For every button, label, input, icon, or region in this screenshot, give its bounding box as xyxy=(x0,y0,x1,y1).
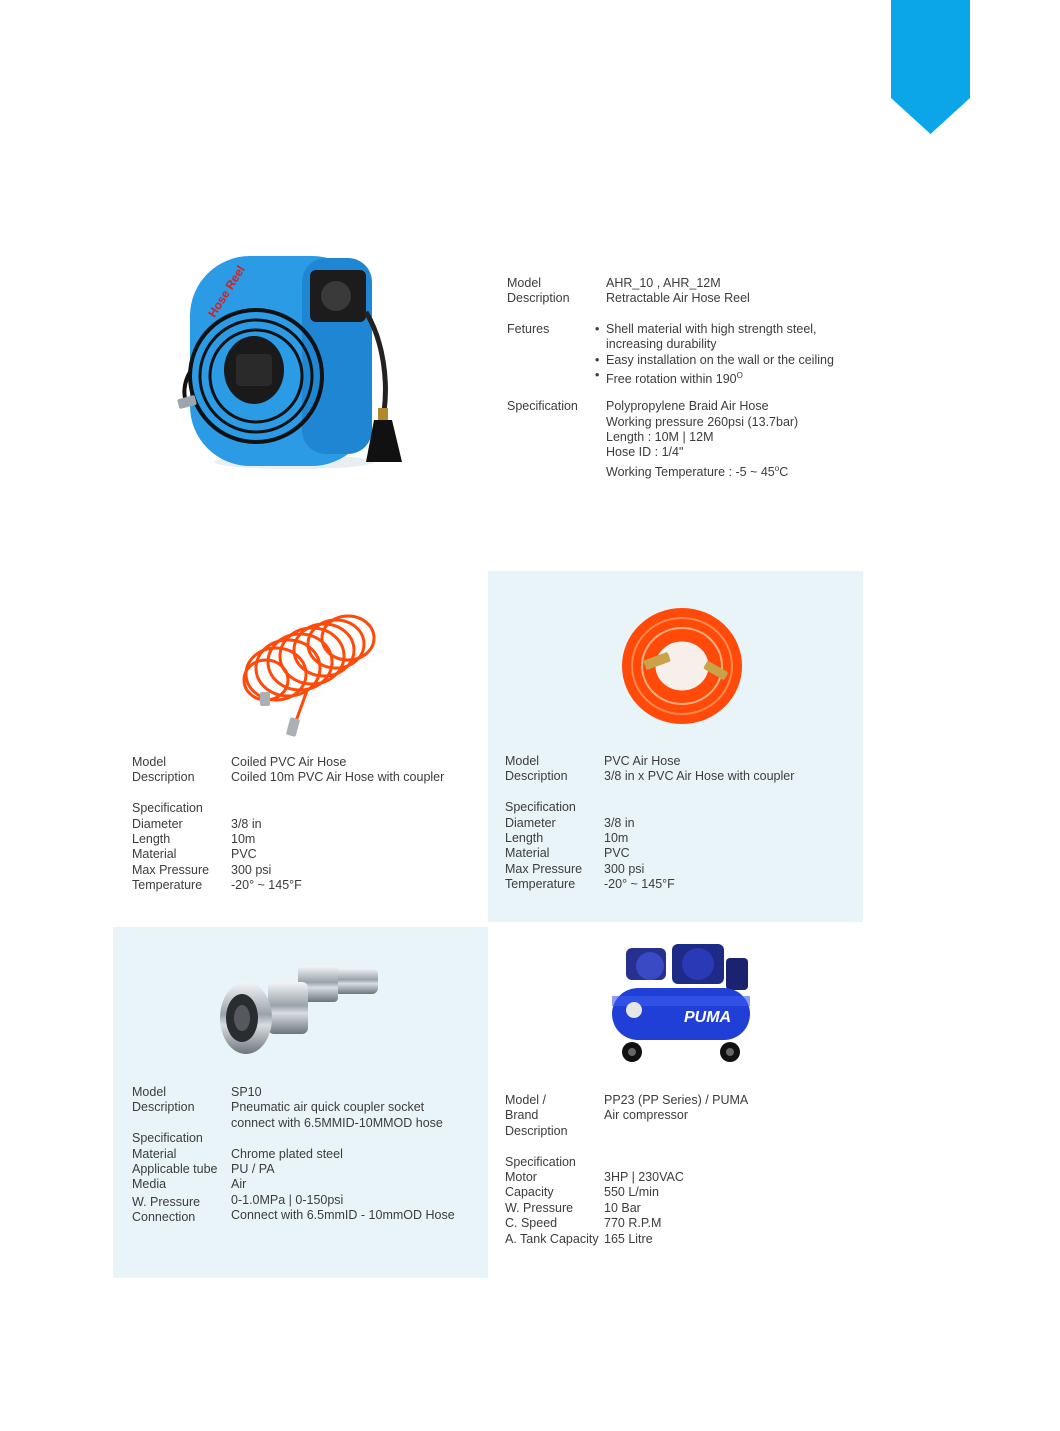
value-c-speed: 770 R.P.M xyxy=(604,1216,662,1231)
label-description: Description xyxy=(132,770,195,785)
coiled-hose-image xyxy=(238,608,384,740)
air-compressor-image xyxy=(606,940,756,1068)
value-description: Pneumatic air quick coupler socket xyxy=(231,1100,425,1115)
label-w-pressure: W. Pressure xyxy=(132,1194,201,1209)
label-length: Length xyxy=(505,830,544,845)
label-max-pressure: Max Pressure xyxy=(132,862,210,877)
compressor-spec xyxy=(505,1093,845,1247)
label-connection: Connection xyxy=(132,1210,196,1225)
label-description: Description xyxy=(505,769,568,784)
hose-reel-spec xyxy=(507,276,847,479)
label-tank-capacity: A. Tank Capacity xyxy=(505,1231,599,1246)
label-temperature: Temperature xyxy=(505,877,576,892)
value-capacity: 550 L/min xyxy=(604,1185,659,1200)
label-brand: Brand xyxy=(505,1108,539,1123)
quick-coupler-image xyxy=(216,958,384,1062)
label-material: Material xyxy=(505,846,550,861)
value-max-pressure: 300 psi xyxy=(231,862,272,877)
value-applicable-tube: PU / PA xyxy=(231,1161,275,1176)
value-diameter: 3/8 in xyxy=(604,815,635,830)
value-temperature: -20° ~ 145°F xyxy=(231,878,302,893)
value-media: Air xyxy=(231,1177,247,1192)
label-specification: Specification xyxy=(505,800,576,815)
label-model: Model xyxy=(132,755,167,769)
label-material: Material xyxy=(132,847,177,862)
value-material: PVC xyxy=(231,847,257,862)
value-max-pressure: 300 psi xyxy=(604,861,645,876)
coupler-spec xyxy=(132,1085,472,1224)
label-applicable-tube: Applicable tube xyxy=(132,1161,218,1176)
value-model: SP10 xyxy=(231,1085,262,1099)
label-features: Fetures xyxy=(507,322,550,337)
label-specification: Specification xyxy=(505,1154,576,1169)
hose-reel-image xyxy=(176,252,408,474)
spec-line: Polypropylene Braid Air Hose xyxy=(606,399,769,414)
label-model: Model xyxy=(132,1085,167,1099)
value-length: 10m xyxy=(604,830,629,845)
value-diameter: 3/8 in xyxy=(231,816,262,831)
pvc-hose-image xyxy=(618,604,746,728)
spec-line: Working pressure 260psi (13.7bar) xyxy=(606,414,799,429)
value-tank-capacity: 165 Litre xyxy=(604,1231,653,1246)
label-max-pressure: Max Pressure xyxy=(505,861,583,876)
label-motor: Motor xyxy=(505,1169,537,1184)
label-description: Description xyxy=(507,291,570,306)
value-temperature: -20° ~ 145°F xyxy=(604,877,675,892)
value-material: Chrome plated steel xyxy=(231,1146,343,1161)
value-model-brand: PP23 (PP Series) / PUMA xyxy=(604,1093,749,1107)
value-model: PVC Air Hose xyxy=(604,754,681,768)
value-connection: Connect with 6.5mmID - 10mmOD Hose xyxy=(231,1208,455,1223)
label-length: Length xyxy=(132,831,171,846)
feature-item: • Shell material with high strength steel, increasing durability xyxy=(606,322,834,353)
label-capacity: Capacity xyxy=(505,1185,554,1200)
compressor-brand-mark: PUMA xyxy=(684,1009,732,1026)
spec-line-temperature: Working Temperature : -5 ~ 45$^o$C xyxy=(606,463,789,479)
value-material: PVC xyxy=(604,846,630,861)
value-description: 3/8 in x PVC Air Hose with coupler xyxy=(604,769,795,784)
value-model: AHR_10 , AHR_12M xyxy=(606,276,721,290)
corner-bookmark-tab xyxy=(891,0,970,134)
value-description: Coiled 10m PVC Air Hose with coupler xyxy=(231,770,445,785)
value-description: Air compressor xyxy=(604,1108,689,1123)
value-motor: 3HP | 230VAC xyxy=(604,1169,684,1184)
value-length: 10m xyxy=(231,831,256,846)
spec-line: Length : 10M | 12M xyxy=(606,429,714,444)
feature-item: • Free rotation within $190^O$ xyxy=(606,368,834,388)
label-diameter: Diameter xyxy=(505,815,556,830)
label-model: Model / xyxy=(505,1093,546,1107)
label-description: Description xyxy=(132,1100,195,1115)
label-w-pressure: W. Pressure xyxy=(505,1200,574,1215)
spec-line: Hose ID : 1/4" xyxy=(606,445,684,460)
hose-reel-image-label: Hose Reel xyxy=(205,263,248,320)
value-description-line2: connect with 6.5MMID-10MMOD hose xyxy=(231,1115,443,1130)
coiled-hose-spec xyxy=(132,755,472,894)
pvc-hose-spec xyxy=(505,754,845,893)
label-diameter: Diameter xyxy=(132,816,183,831)
value-w-pressure: 10 Bar xyxy=(604,1200,641,1215)
label-media: Media xyxy=(132,1177,167,1192)
label-specification: Specification xyxy=(507,399,578,414)
label-specification: Specification xyxy=(132,801,203,816)
label-temperature: Temperature xyxy=(132,878,203,893)
value-description: Retractable Air Hose Reel xyxy=(606,291,750,306)
value-model: Coiled PVC Air Hose xyxy=(231,755,347,769)
label-material: Material xyxy=(132,1146,177,1161)
label-specification: Specification xyxy=(132,1131,203,1146)
label-model: Model xyxy=(507,276,542,290)
value-w-pressure: 0-1.0MPa | 0-150psi xyxy=(231,1192,344,1207)
label-description: Description xyxy=(505,1123,568,1138)
label-c-speed: C. Speed xyxy=(505,1216,558,1231)
label-model: Model xyxy=(505,754,540,768)
feature-item: • Easy installation on the wall or the ceiling xyxy=(606,353,834,368)
